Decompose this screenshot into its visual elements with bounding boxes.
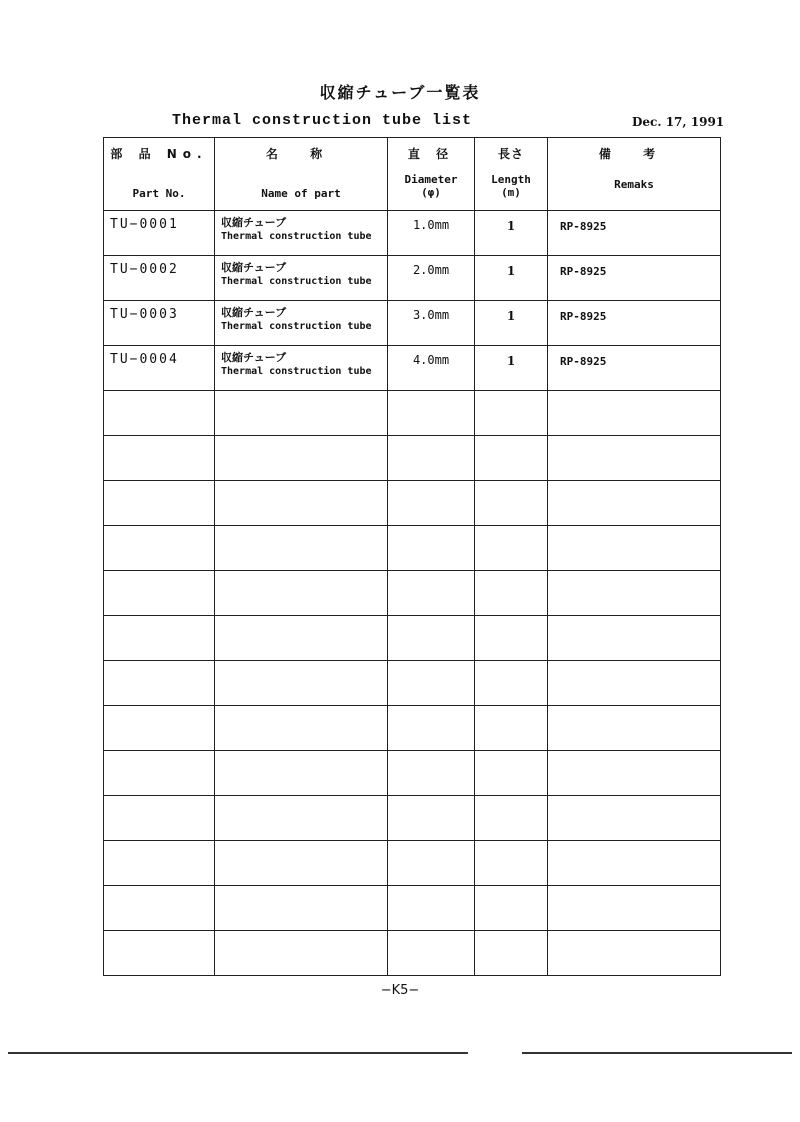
empty-cell [388, 391, 475, 436]
footer-rule-right [522, 1052, 792, 1054]
table-row [104, 256, 721, 301]
empty-cell [475, 391, 548, 436]
empty-cell [104, 706, 215, 751]
empty-cell [388, 481, 475, 526]
empty-cell [215, 526, 388, 571]
empty-cell [104, 481, 215, 526]
page-title-japanese: 収縮チューブ一覧表 [319, 83, 481, 102]
empty-cell [104, 526, 215, 571]
part-name-en: Thermal construction tube [221, 321, 372, 332]
empty-cell [548, 751, 721, 796]
empty-cell [104, 436, 215, 481]
empty-cell [215, 481, 388, 526]
remarks-cell: RP-8925 [548, 211, 721, 256]
empty-table-row [104, 391, 721, 436]
header-length-label: Length [491, 173, 531, 186]
header-diameter-label: Diameter [404, 173, 458, 186]
part-name-en: Thermal construction tube [221, 276, 372, 287]
header-length-unit: (m) [501, 186, 521, 199]
empty-cell [388, 886, 475, 931]
empty-cell [215, 571, 388, 616]
empty-table-row [104, 706, 721, 751]
header-remarks [548, 138, 721, 211]
empty-cell [215, 841, 388, 886]
part-number-cell: TU−0001 [104, 211, 215, 256]
header-part-no-jp: 部 品 No. [110, 147, 208, 161]
length-cell: 1 [475, 256, 548, 301]
empty-cell [475, 886, 548, 931]
header-name [215, 138, 388, 211]
empty-table-row [104, 886, 721, 931]
empty-cell [215, 436, 388, 481]
length-cell: 1 [475, 346, 548, 391]
remarks-cell: RP-8925 [548, 346, 721, 391]
header-diameter [388, 138, 475, 211]
empty-cell [548, 436, 721, 481]
empty-table-row [104, 436, 721, 481]
footer-rule-left [8, 1052, 468, 1054]
page-number: −K5− [380, 983, 420, 998]
header-diameter-en [388, 173, 474, 199]
table-row [104, 301, 721, 346]
part-name-en: Thermal construction tube [221, 366, 372, 377]
empty-cell [215, 796, 388, 841]
empty-table-row [104, 931, 721, 976]
empty-cell [104, 886, 215, 931]
table-header-row [104, 138, 721, 211]
diameter-cell: 3.0mm [388, 301, 475, 346]
empty-cell [548, 481, 721, 526]
empty-cell [215, 391, 388, 436]
empty-cell [104, 661, 215, 706]
empty-cell [215, 751, 388, 796]
empty-cell [548, 526, 721, 571]
header-length-jp: 長さ [497, 147, 524, 161]
empty-cell [548, 796, 721, 841]
header-remarks-en: Remaks [614, 178, 654, 191]
empty-cell [215, 886, 388, 931]
part-name-cell [215, 211, 388, 256]
empty-cell [475, 436, 548, 481]
header-length [475, 138, 548, 211]
empty-cell [548, 616, 721, 661]
empty-cell [388, 526, 475, 571]
empty-cell [104, 841, 215, 886]
table-row [104, 346, 721, 391]
table-row [104, 211, 721, 256]
empty-cell [104, 391, 215, 436]
empty-cell [475, 796, 548, 841]
remarks-cell: RP-8925 [548, 301, 721, 346]
header-name-en: Name of part [261, 187, 341, 200]
part-name-cell [215, 256, 388, 301]
empty-cell [548, 886, 721, 931]
empty-cell [475, 616, 548, 661]
empty-cell [548, 391, 721, 436]
empty-cell [215, 616, 388, 661]
parts-table [103, 137, 721, 976]
empty-cell [104, 796, 215, 841]
empty-cell [104, 931, 215, 976]
empty-table-row [104, 796, 721, 841]
empty-cell [215, 706, 388, 751]
empty-cell [104, 751, 215, 796]
empty-cell [215, 661, 388, 706]
part-name-jp: 収縮チューブ [221, 306, 287, 319]
empty-table-row [104, 481, 721, 526]
empty-cell [388, 436, 475, 481]
part-name-cell [215, 301, 388, 346]
empty-cell [475, 661, 548, 706]
empty-cell [475, 481, 548, 526]
document-date: Dec. 17, 1991 [632, 115, 725, 129]
part-name-cell [215, 346, 388, 391]
empty-cell [388, 571, 475, 616]
part-name-en: Thermal construction tube [221, 231, 372, 242]
empty-cell [388, 796, 475, 841]
empty-cell [475, 751, 548, 796]
part-number-cell: TU−0004 [104, 346, 215, 391]
empty-cell [388, 751, 475, 796]
header-diameter-jp: 直 径 [407, 147, 455, 161]
empty-table-row [104, 661, 721, 706]
header-name-jp: 名 称 [265, 147, 337, 161]
empty-cell [475, 706, 548, 751]
empty-cell [548, 841, 721, 886]
empty-cell [475, 931, 548, 976]
length-cell: 1 [475, 301, 548, 346]
part-number-cell: TU−0002 [104, 256, 215, 301]
empty-cell [388, 706, 475, 751]
length-cell: 1 [475, 211, 548, 256]
empty-cell [548, 931, 721, 976]
part-name-jp: 収縮チューブ [221, 261, 287, 274]
empty-table-row [104, 571, 721, 616]
part-name-jp: 収縮チューブ [221, 351, 287, 364]
empty-table-row [104, 616, 721, 661]
header-part-no-en: Part No. [132, 187, 186, 200]
empty-cell [475, 841, 548, 886]
diameter-cell: 4.0mm [388, 346, 475, 391]
empty-table-row [104, 526, 721, 571]
empty-cell [388, 616, 475, 661]
remarks-cell: RP-8925 [548, 256, 721, 301]
header-part-no [104, 138, 215, 211]
header-diameter-unit: (φ) [421, 186, 441, 199]
empty-cell [104, 616, 215, 661]
empty-cell [475, 526, 548, 571]
empty-cell [475, 571, 548, 616]
empty-cell [104, 571, 215, 616]
header-length-en [475, 173, 547, 199]
empty-table-row [104, 841, 721, 886]
empty-cell [388, 841, 475, 886]
page-title-english: Thermal construction tube list [172, 112, 473, 129]
part-number-cell: TU−0003 [104, 301, 215, 346]
part-name-jp: 収縮チューブ [221, 216, 287, 229]
header-remarks-jp: 備 考 [598, 147, 670, 161]
diameter-cell: 1.0mm [388, 211, 475, 256]
empty-table-row [104, 751, 721, 796]
empty-cell [548, 706, 721, 751]
diameter-cell: 2.0mm [388, 256, 475, 301]
empty-cell [548, 571, 721, 616]
empty-cell [215, 931, 388, 976]
empty-cell [388, 661, 475, 706]
empty-cell [388, 931, 475, 976]
empty-cell [548, 661, 721, 706]
